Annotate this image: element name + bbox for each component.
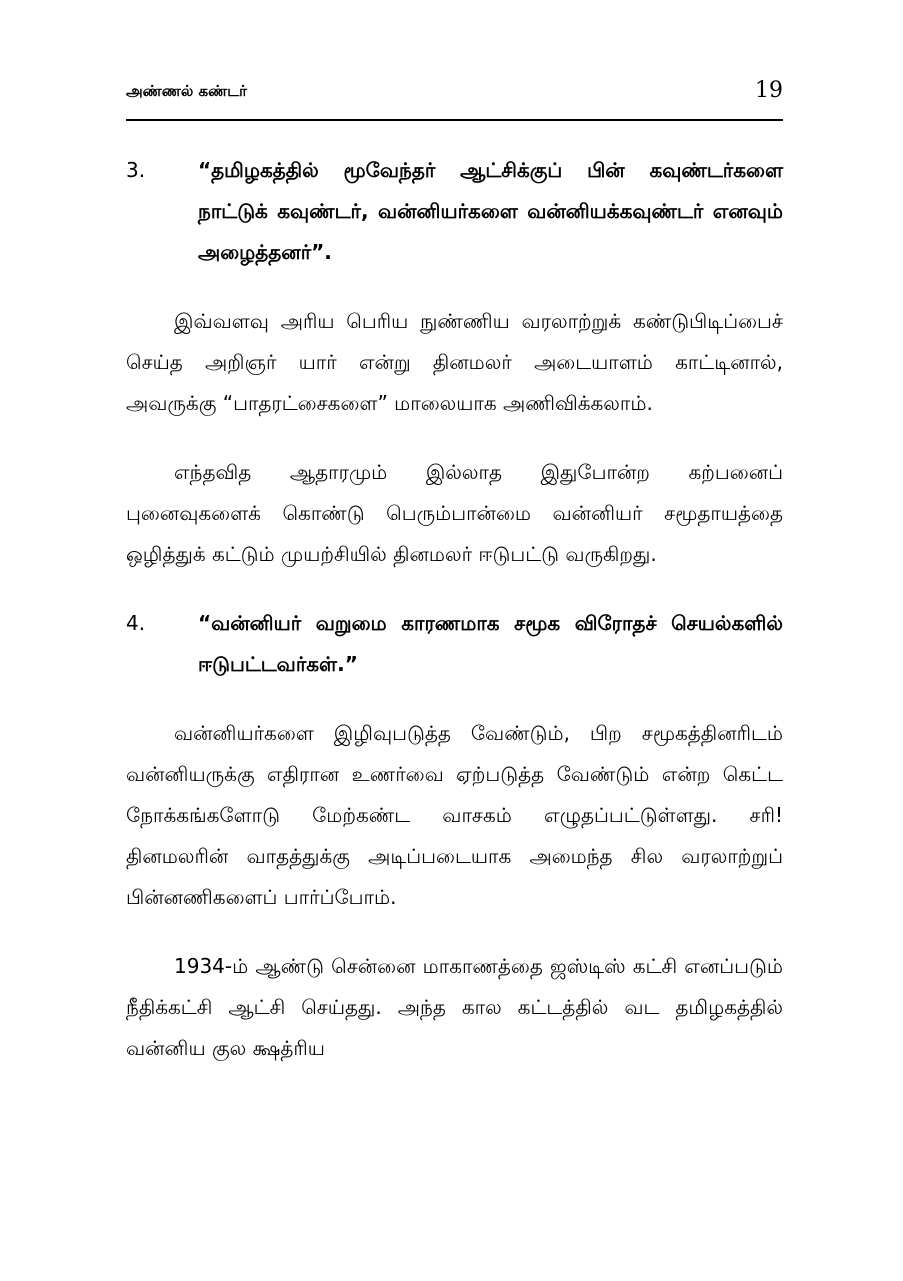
running-title: அண்ணல் கண்டர் — [126, 82, 247, 100]
quote-text: “வன்னியர் வறுமை காரணமாக சமூக விரோதச் செயல்களில் ஈடுபட்டவர்கள்.” — [198, 611, 783, 676]
page-header — [126, 78, 783, 118]
paragraph: வன்னியர்களை இழிவுபடுத்த வேண்டும், பிற சமூகத்தினரிடம் வன்னியருக்கு எதிரான உணர்வை ஏற்படுத்த வேண்டும் என்ற கெட்ட நோக்கங்களோடு மேற்கண்ட வாசகம் எழுதப்பட்டுள்ளது. சரி! தினமலரின் வாதத்துக்கு அடிப்படையாக அமைந்த சில வரலாற்றுப் பின்னணிகளைப் பார்ப்போம். — [126, 721, 783, 909]
paragraph: இவ்வளவு அரிய பெரிய நுண்ணிய வரலாற்றுக் கண்டுபிடிப்பைச் செய்த அறிஞர் யார் என்று தினமலர் அடையாளம் காட்டினால், அவருக்கு “பாதரட்சைகளை” மாலையாக அணிவிக்கலாம். — [126, 309, 783, 415]
page-number: 19 — [755, 78, 783, 103]
header-rule — [126, 119, 783, 121]
paragraph: எந்தவித ஆதாரமும் இல்லாத இதுபோன்ற கற்பனைப் புனைவுகளைக் கொண்டு பெரும்பான்மை வன்னியர் சமூதாயத்தை ஒழித்துக் கட்டும் முயற்சியில் தினமலர் ஈடுபட்டு வருகிறது. — [126, 460, 783, 566]
item-number: 4. — [126, 611, 146, 635]
item-number: 3. — [126, 158, 146, 182]
page-body — [126, 150, 783, 1097]
paragraph: 1934-ம் ஆண்டு சென்னை மாகாணத்தை ஜஸ்டிஸ் கட்சி எனப்படும் நீதிக்கட்சி ஆட்சி செய்தது. அந்த கால கட்டத்தில் வட தமிழகத்தில் வன்னிய குல க்ஷத்ரிய — [126, 954, 783, 1060]
numbered-quote-3 — [126, 150, 783, 273]
quote-text: “தமிழகத்தில் மூவேந்தர் ஆட்சிக்குப் பின் கவுண்டர்களை நாட்டுக் கவுண்டர், வன்னியர்களை வன்னியக்கவுண்டர் எனவும் அழைத்தனர்”. — [198, 158, 783, 264]
numbered-quote-4 — [126, 603, 783, 685]
